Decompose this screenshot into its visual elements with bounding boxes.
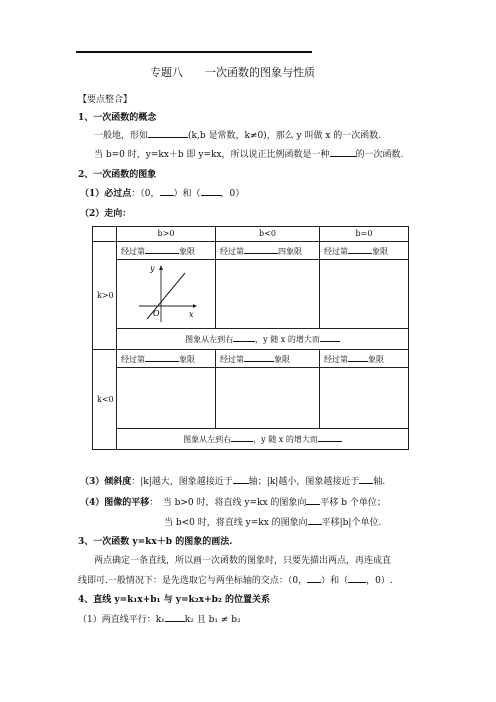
section-1-heading: 1、一次函数的概念 bbox=[78, 113, 157, 123]
text: ，0）. bbox=[366, 576, 393, 586]
text: 经过第 bbox=[220, 355, 244, 364]
graph-cell bbox=[320, 368, 409, 429]
section-4-heading: 4、直线 y=k₁x+b₁ 与 y=k₂x+b₂ 的位置关系 bbox=[78, 595, 270, 605]
graph-cell bbox=[320, 260, 409, 329]
section-3-para-1: 两点确定一条直线，所以画一次函数的图象时，只要先描出两点，再连成直 bbox=[94, 556, 392, 566]
graph-cell bbox=[216, 368, 320, 429]
cell-caption bbox=[320, 350, 409, 368]
fill-blank[interactable] bbox=[244, 353, 274, 362]
section-2-item-4-line-2 bbox=[164, 515, 381, 528]
graph-cell bbox=[216, 260, 320, 329]
fill-blank[interactable] bbox=[330, 147, 356, 157]
section-1-line-2 bbox=[94, 147, 403, 160]
text: 图象从左到右 bbox=[183, 435, 232, 444]
cell-caption bbox=[117, 350, 216, 368]
text: 四象限 bbox=[278, 247, 302, 256]
text: 象限 bbox=[372, 247, 388, 256]
key-points-heading: 【要点整合】 bbox=[78, 95, 133, 105]
y-axis-arrow bbox=[159, 265, 163, 270]
text: 象限 bbox=[274, 355, 290, 364]
slope-intercept-table bbox=[92, 226, 409, 450]
fill-blank[interactable] bbox=[201, 186, 221, 196]
text: 象限 bbox=[179, 247, 195, 256]
text: 经过第 bbox=[121, 247, 145, 256]
text: 平移|b|个单位. bbox=[321, 518, 382, 528]
text: 经过第 bbox=[121, 355, 145, 364]
graph-cell bbox=[117, 368, 216, 429]
text: ）和（ bbox=[321, 576, 349, 586]
text: 经过第 bbox=[220, 247, 244, 256]
header-b-zero: b=0 bbox=[320, 227, 409, 242]
fill-blank[interactable] bbox=[320, 333, 340, 342]
text: 平移 b 个单位； bbox=[320, 498, 386, 508]
fill-blank[interactable] bbox=[348, 245, 372, 254]
section-2-heading: 2、一次函数的图象 bbox=[78, 170, 157, 180]
section-1-line-1 bbox=[94, 128, 381, 141]
fill-blank[interactable] bbox=[145, 353, 179, 362]
section-2-item-1 bbox=[80, 186, 244, 199]
section-3-para-2 bbox=[78, 573, 393, 586]
fill-blank[interactable] bbox=[145, 245, 179, 254]
section-2-item-2: （2）走向： bbox=[80, 209, 132, 219]
section-2-item-3 bbox=[80, 474, 385, 487]
text: ，y 随 x 的增大而 bbox=[253, 435, 318, 444]
page-title: 专题八 一次函数的图象与性质 bbox=[150, 66, 315, 79]
line-graph-sketch bbox=[117, 260, 215, 326]
fill-blank[interactable] bbox=[233, 474, 249, 484]
text: ，0） bbox=[220, 189, 245, 199]
text: 当 b=0 时，y=kx＋b 即 y=kx，所以说正比例函数是一种 bbox=[94, 150, 330, 160]
cell-caption bbox=[117, 242, 216, 260]
text: （1）两直线平行：k₁ bbox=[78, 615, 165, 625]
item-label: （3）倾斜度 bbox=[80, 477, 132, 487]
fill-blank[interactable] bbox=[244, 245, 278, 254]
text: 线即可.一般情况下：是先选取它与两坐标轴的交点：（0， bbox=[78, 576, 308, 586]
text: 一般地，形如 bbox=[94, 131, 149, 141]
y-axis-label: y bbox=[150, 264, 155, 273]
fill-blank[interactable] bbox=[306, 495, 320, 505]
cell-caption bbox=[320, 242, 409, 260]
text: (k,b 是常数，k≠0)，那么 y 叫做 x 的一次函数. bbox=[188, 131, 382, 141]
corner-cell bbox=[93, 227, 117, 242]
row-label-k-negative: k<0 bbox=[93, 350, 117, 450]
text: 轴. bbox=[373, 477, 386, 487]
fill-blank[interactable] bbox=[148, 128, 188, 138]
text: ）和（ bbox=[173, 189, 201, 199]
graph-cell bbox=[117, 260, 216, 329]
item-label: （1）必过点 bbox=[80, 189, 132, 199]
x-axis-arrow bbox=[193, 304, 197, 308]
section-2-item-4 bbox=[80, 495, 386, 508]
trend-note bbox=[117, 429, 409, 450]
text: ： 当 b>0 时，将直线 y=kx 的图象向 bbox=[149, 498, 307, 508]
x-axis-label: x bbox=[189, 310, 194, 319]
fill-blank[interactable] bbox=[348, 573, 366, 583]
text: ：（0， bbox=[131, 189, 160, 199]
section-3-heading: 3、一次函数 y=kx＋b 的图象的画法. bbox=[78, 537, 233, 547]
header-b-negative: b<0 bbox=[216, 227, 320, 242]
text: 象限 bbox=[368, 355, 384, 364]
fill-blank[interactable] bbox=[307, 573, 321, 583]
fill-blank[interactable] bbox=[318, 433, 342, 442]
text: k₂ 且 b₁ ≠ b₂ bbox=[184, 615, 241, 625]
section-4-item-1 bbox=[78, 612, 241, 625]
text: 象限 bbox=[179, 355, 195, 364]
item-label: （4）图像的平移 bbox=[80, 498, 150, 508]
text: ，y 随 x 的增大而 bbox=[255, 335, 320, 344]
header-b-positive: b>0 bbox=[117, 227, 216, 242]
row-label-k-positive: k>0 bbox=[93, 242, 117, 350]
text: 经过第 bbox=[324, 355, 348, 364]
trend-note bbox=[117, 329, 409, 350]
fill-blank[interactable] bbox=[233, 333, 255, 342]
fill-blank[interactable] bbox=[348, 353, 368, 362]
cell-caption bbox=[216, 242, 320, 260]
text: ：|k|越大，图象越接近于 bbox=[131, 477, 233, 487]
fill-blank[interactable] bbox=[160, 186, 174, 196]
text: 经过第 bbox=[324, 247, 348, 256]
text: 轴；|k|越小，图象越接近于 bbox=[248, 477, 360, 487]
text: 当 b<0 时，将直线 y=kx 的图象向 bbox=[164, 518, 308, 528]
fill-blank[interactable] bbox=[231, 433, 253, 442]
fill-blank[interactable] bbox=[165, 612, 185, 622]
origin-label: O bbox=[153, 309, 160, 318]
fill-blank[interactable] bbox=[308, 515, 322, 525]
cell-caption bbox=[216, 350, 320, 368]
text: 的一次函数. bbox=[355, 150, 404, 160]
header-rule bbox=[76, 51, 312, 53]
fill-blank[interactable] bbox=[359, 474, 373, 484]
text: 图象从左到右 bbox=[185, 335, 234, 344]
